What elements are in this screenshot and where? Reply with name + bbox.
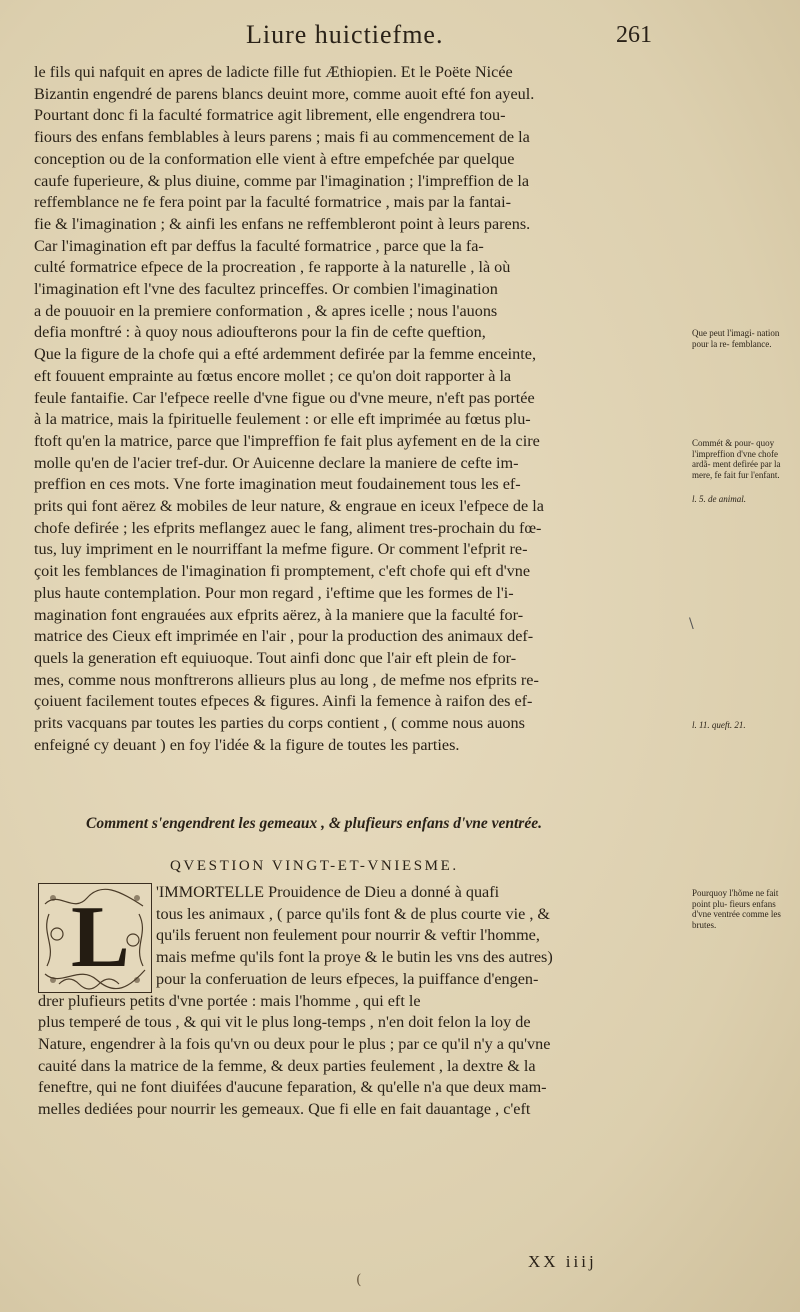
main-text-block: [34, 62, 688, 757]
stray-mark: (: [356, 1272, 362, 1288]
text-line: magination font engrauées aux efprits aërez, à la maniere que la faculté for-: [34, 605, 524, 624]
text-line: plus haute contemplation. Pour mon regard , i'eftime que les formes de l'i-: [34, 583, 514, 602]
margin-note-impression: Commét & pour- quoy l'impreffion d'vne chofe ardã- ment defirée par la mere, fe fait fur l'enfant.: [692, 438, 781, 480]
text-line: tus, luy impriment en le nourriffant la mefme figure. Or comment l'efprit re-: [34, 540, 528, 559]
text-line: feule fantaifie. Car l'efpece reelle d'vne figue ou d'vne meure, n'eft pas portée: [34, 388, 535, 407]
text-line: reffemblance ne fe fera point par la faculté formatrice , mais par la fantai-: [34, 193, 511, 212]
text-line: fie & l'imagination ; & ainfi les enfans ne reffembleront point à leurs parens.: [34, 214, 531, 233]
margin-note-imagination: Que peut l'imagi- nation pour la re- femblance.: [692, 328, 780, 349]
text-line: mes, comme nous monftrerons allieurs plus au long , de mefme nos efprits re-: [34, 670, 539, 689]
margin-mark: \: [689, 616, 694, 632]
drop-cap-letter: L: [71, 889, 130, 986]
text-line: prits qui font aërez & mobiles de leur nature, & engraue en iceux l'efpece de la: [34, 497, 544, 516]
text-line: molle qu'en de l'acier tref-dur. Or Auicenne declare la maniere de cefte im-: [34, 453, 519, 472]
text-line: ftoft qu'en la matrice, parce que l'impreffion fe fait plus ayfement en de la cire: [34, 431, 540, 450]
text-line: a de pouuoir en la premiere conformation , & apres icelle ; nous l'auons: [34, 301, 498, 320]
text-line: caufe fuperieure, & plus diuine, comme par l'imagination ; l'impreffion de la: [34, 171, 530, 190]
text-line: cauité dans la matrice de la femme, & deux parties feulement , la dextre & la: [38, 1056, 536, 1075]
running-title: Liure huictiefme.: [246, 20, 444, 49]
text-line: le fils qui nafquit en apres de ladicte fille fut Æthiopien. Et le Poëte Nicée: [34, 63, 513, 81]
text-line: à la matrice, mais la fpirituelle feulement : or elle eft imprimée au fœtus plu-: [34, 410, 531, 429]
text-line: plus temperé de tous , & qui vit le plus long-temps , n'en doit felon la loy de: [38, 1013, 531, 1032]
text-line: feneftre, qui ne font diuifées d'aucune feparation, & qu'elle n'a que deux mam-: [38, 1078, 547, 1097]
text-line: prits vacquans par toutes les parties du corps contient , ( comme nous auons: [34, 714, 525, 733]
text-line: l'imagination eft l'vne des facultez princeffes. Or combien l'imagination: [34, 280, 498, 299]
text-line: Nature, engendrer à la fois qu'vn ou deux pour le plus ; par ce qu'il n'y a qu'vne: [38, 1034, 551, 1053]
text-line: chofe defirée ; les efprits meflangez auec le fang, aliment tres-prochain du fœ-: [34, 518, 542, 537]
text-line: melles dediées pour nourrir les gemeaux. Que fi elle en fait dauantage , c'eft: [38, 1100, 531, 1119]
text-line: drer plufieurs petits d'vne portée : mais l'homme , qui eft le: [38, 991, 421, 1010]
question-heading: QVESTION VINGT-ET-VNIESME.: [170, 858, 459, 874]
text-line: tous les animaux , ( parce qu'ils font & de plus courte vie , &: [156, 904, 551, 923]
margin-note-why-man: Pourquoy l'hõme ne fait point plu- fieurs enfans d'vne ventrée comme les brutes.: [692, 888, 781, 930]
text-line: mais mefme qu'ils font la proye & le butin les vns des autres): [156, 948, 553, 967]
page-number: 261: [616, 22, 652, 48]
text-line: culté formatrice efpece de la procreation , fe rapporte à la naturelle , là où: [34, 258, 511, 277]
page-header: [0, 20, 800, 60]
section-title: Comment s'engendrent les gemeaux , & plufieurs enfans d'vne ventrée.: [86, 815, 542, 832]
text-line: 'IMMORTELLE Prouidence de Dieu a donné à quafi: [156, 883, 500, 901]
text-line: Bizantin engendré de parens blancs deuint more, comme auoit efté fon ayeul.: [34, 84, 535, 103]
text-line: çoiuent facilement toutes efpeces & figures. Ainfi la femence à raifon des ef-: [34, 692, 533, 711]
text-line: Que la figure de la chofe qui a efté ardemment defirée par la femme enceinte,: [34, 345, 536, 364]
text-line: enfeigné cy deuant ) en foy l'idée & la figure de toutes les parties.: [34, 735, 460, 754]
text-line: quels la generation eft equiuoque. Tout ainfi donc que l'air eft plein de for-: [34, 648, 517, 667]
margin-note-reference-avicenna: l. 5. de animal.: [692, 494, 746, 504]
signature-mark: XX iiij: [528, 1252, 597, 1271]
text-line: çoit les femblances de l'imagination fi promptement, c'eft chofe qui eft d'vne: [34, 562, 531, 581]
text-line: conception ou de la conformation elle vient à eftre empefchée par quelque: [34, 149, 515, 168]
text-line: fiours des enfans femblables à leurs parens ; mais fi au commencement de la: [34, 128, 530, 147]
text-line: pour la conferuation de leurs efpeces, la puiffance d'engen-: [156, 969, 539, 988]
text-line: Pourtant donc fi la faculté formatrice agit librement, elle engendrera tou-: [34, 106, 506, 125]
text-line: preffion en ces mots. Vne forte imagination meut foudainement tous les ef-: [34, 475, 521, 494]
chapter-text-block: [38, 882, 688, 1121]
text-line: Car l'imagination eft par deffus la faculté formatrice , parce que la fa-: [34, 236, 484, 255]
text-line: eft fouuent emprainte au fœtus encore mollet ; ce qu'on doit rapporter à la: [34, 366, 512, 385]
text-line: matrice des Cieux eft imprimée en l'air , pour la production des animaux def-: [34, 627, 534, 646]
text-line: qu'ils feruent non feulement pour nourrir & veftir l'homme,: [156, 926, 540, 945]
text-line: defia monftré : à quoy nous adioufterons pour la fin de cefte queftion,: [34, 323, 486, 342]
margin-note-reference-question: l. 11. queft. 21.: [692, 720, 746, 730]
